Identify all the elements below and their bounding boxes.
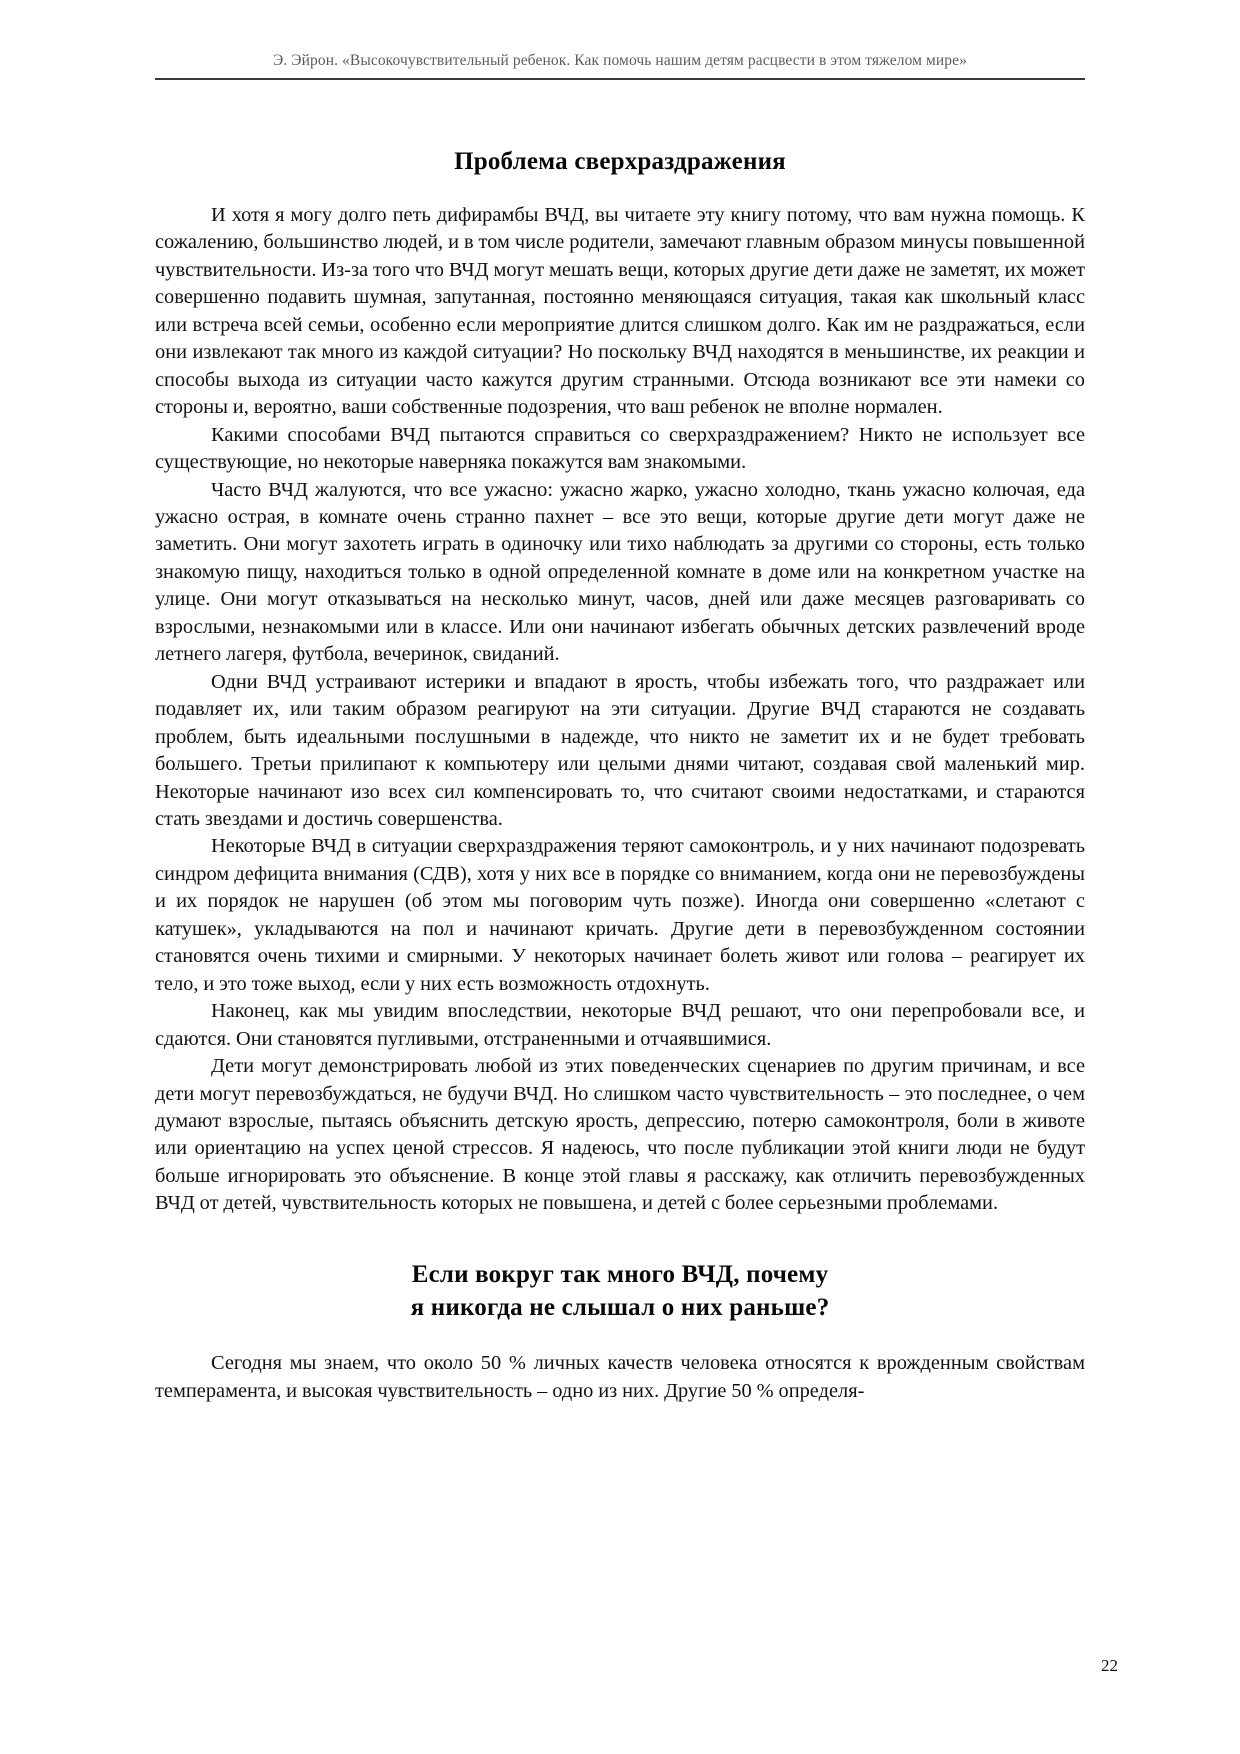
header-rule — [155, 78, 1085, 80]
section-heading-2-line-2: я никогда не слышал о них раньше? — [410, 1294, 830, 1322]
section-heading-2-line-1: Если вокруг так много ВЧД, почему — [411, 1260, 829, 1288]
section-heading-2 — [155, 1258, 1085, 1325]
page-number: 22 — [1101, 1656, 1118, 1675]
paragraph: Одни ВЧД устраивают истерики и впадают в ярость, чтобы избежать того, что раздражает или подавляет их, или таким образом реагируют на эти ситуации. Другие ВЧД стараются не создавать проблем, быть идеальными послушными в надежде, что никто не заметит их и не будет требовать большего. Третьи прилипают к компьютеру или целыми днями читают, создавая свой маленький мир. Некоторые начинают изо всех сил компенсировать то, что считают своими недостатками, и стараются стать звездами и достичь совершенства. — [155, 670, 1085, 830]
paragraph: Дети могут демонстрировать любой из этих поведенческих сценариев по другим причинам, и все дети могут перевозбуждаться, не будучи ВЧД. Но слишком часто чувствительность – это последнее, о чем думают взрослые, пытаясь объяснить детскую ярость, депрессию, потерю самоконтроля, боли в животе или ориентацию на успех ценой стрессов. Я надеюсь, что после публикации этой книги люди не будут больше игнорировать это объяснение. В конце этой главы я расскажу, как отличить перевозбужденных ВЧД от детей, чувствительность которых не повышена, и детей с более серьезными проблемами. — [155, 1055, 1085, 1215]
paragraph: Наконец, как мы увидим впоследствии, некоторые ВЧД решают, что они перепробовали все, и сдаются. Они становятся пугливыми, отстраненными и отчаявшимися. — [155, 1000, 1085, 1050]
paragraph: Некоторые ВЧД в ситуации сверхраздражения теряют самоконтроль, и у них начинают подозревать синдром дефицита внимания (СДВ), хотя у них все в порядке со вниманием, когда они не перевозбуждены и их порядок не нарушен (об этом мы поговорим чуть позже). Иногда они совершенно «слетают с катушек», укладываются на пол и начинают кричать. Другие дети в перевозбужденном состоянии становятся очень тихими и смирными. У некоторых начинает болеть живот или голова – реагирует их тело, и это тоже выход, если у них есть возможность отдохнуть. — [155, 835, 1085, 995]
text-column — [155, 148, 1085, 1405]
paragraph: Сегодня мы знаем, что около 50 % личных качеств человека относятся к врожденным свойствам темперамента, и высокая чувствительность – одно из них. Другие 50 % определя- — [155, 1352, 1085, 1402]
section-heading-1: Проблема сверхраздражения — [454, 148, 786, 175]
paragraph: Какими способами ВЧД пытаются справиться со сверхраздражением? Никто не использует все существующие, но некоторые наверняка покажутся вам знакомыми. — [155, 423, 1085, 474]
paragraph: И хотя я могу долго петь дифирамбы ВЧД, вы читаете эту книгу потому, что вам нужна помощь. К сожалению, большинство людей, и в том числе родители, замечают главным образом минусы повышенной чувствительности. Из-за того что ВЧД могут мешать вещи, которых другие дети даже не заметят, их может совершенно подавить шумная, запутанная, постоянно меняющаяся ситуация, такая как школьный класс или встреча всей семьи, особенно если мероприятие длится слишком долго. Как им не раздражаться, если они извлекают так много из каждой ситуации? Но поскольку ВЧД находятся в меньшинстве, их реакции и способы выхода из ситуации часто кажутся другим странными. Отсюда возникают все эти намеки со стороны и, вероятно, ваши собственные подозрения, что ваш ребенок не вполне нормален. — [155, 204, 1085, 419]
paragraph: Часто ВЧД жалуются, что все ужасно: ужасно жарко, ужасно холодно, ткань ужасно колючая, еда ужасно острая, в комнате очень странно пахнет – все это вещи, которые другие дети могут даже не заметить. Они могут захотеть играть в одиночку или тихо наблюдать за другими со стороны, есть только знакомую пищу, находиться только в одной определенной комнате в доме или на конкретном участке на улице. Они могут отказываться на несколько минут, часов, дней или даже месяцев разговаривать со взрослыми, незнакомыми или в классе. Или они начинают избегать обычных детских развлечений вроде летнего лагеря, футбола, вечеринок, свиданий. — [155, 478, 1085, 666]
running-head: Э. Эйрон. «Высокочувствительный ребенок. Как помочь нашим детям расцвести в этом тяжелом мире» — [273, 52, 967, 69]
